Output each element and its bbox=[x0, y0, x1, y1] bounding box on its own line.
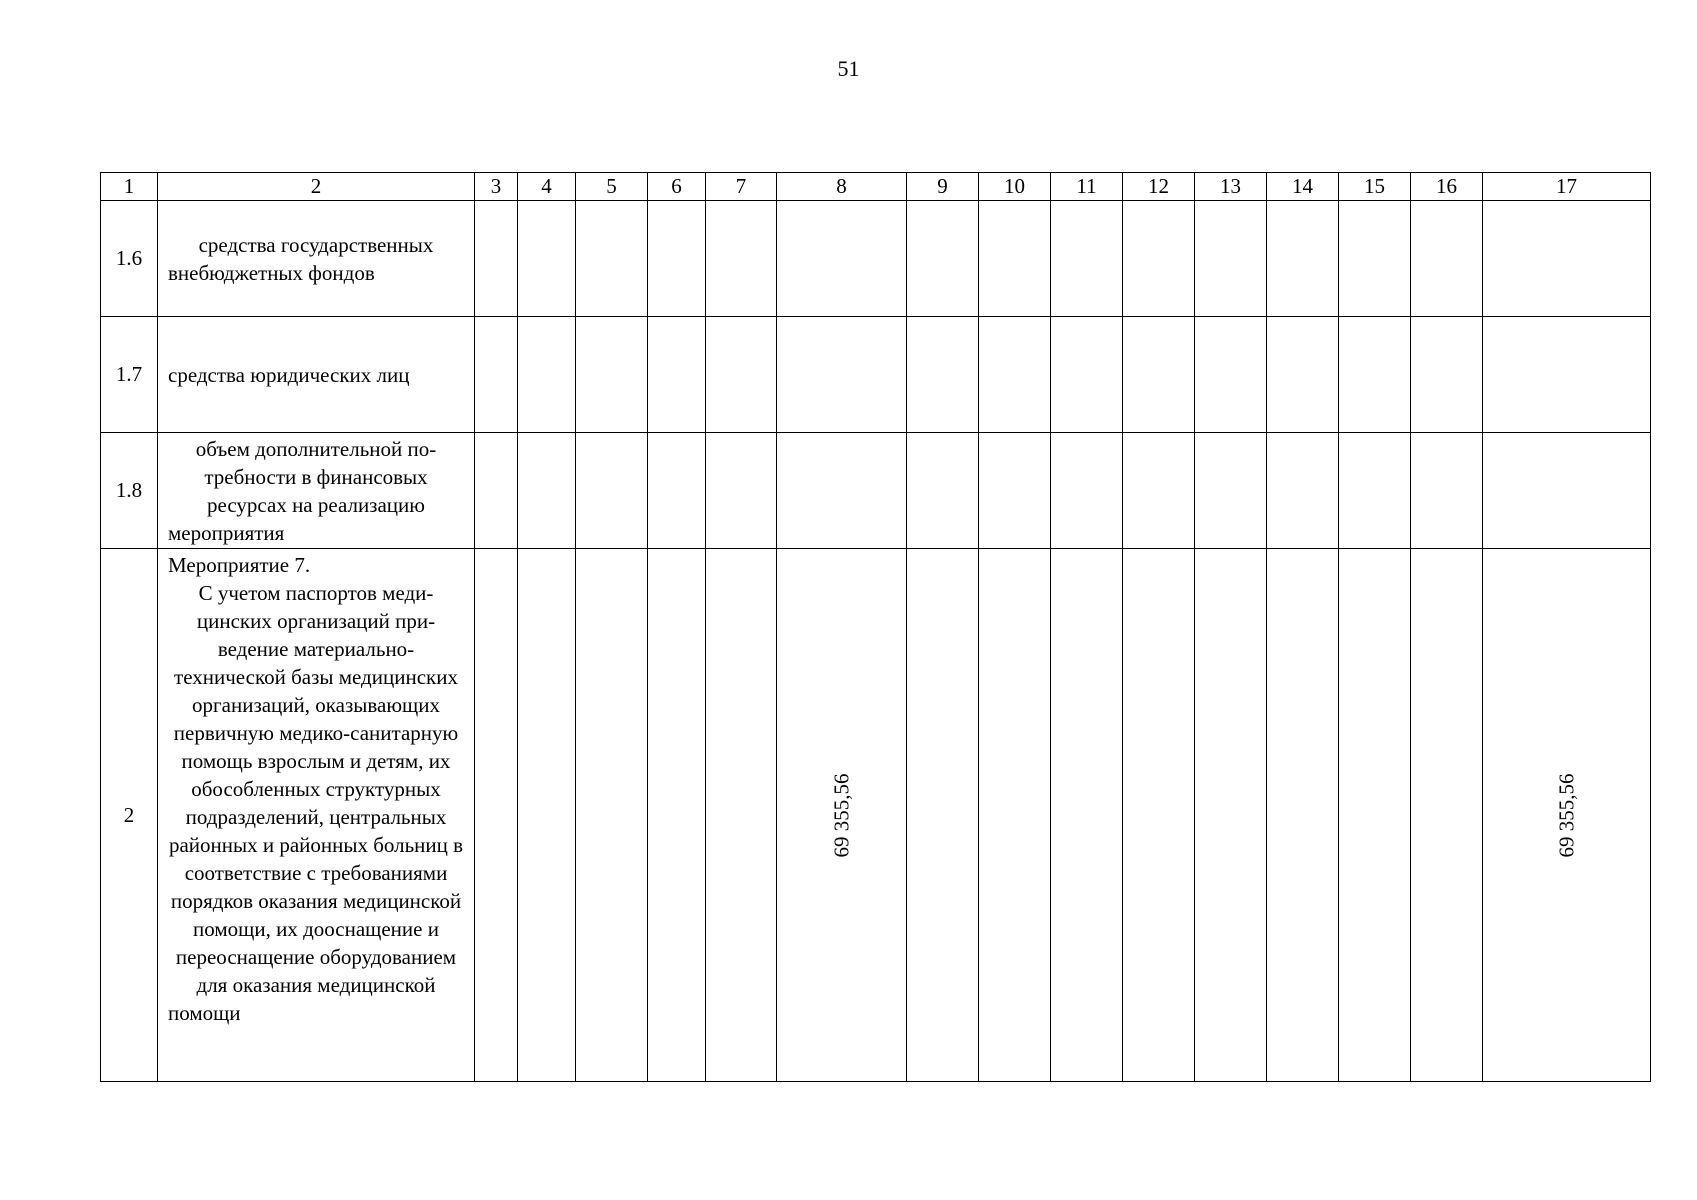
table-row bbox=[101, 201, 1651, 317]
col17-amount: 69 355,56 bbox=[1554, 773, 1578, 857]
col17-value bbox=[1483, 549, 1651, 1082]
row-name: средства юридических лиц bbox=[158, 317, 475, 433]
column-header: 16 bbox=[1411, 173, 1483, 201]
column-header: 14 bbox=[1267, 173, 1339, 201]
column-header: 5 bbox=[576, 173, 648, 201]
table-row bbox=[101, 317, 1651, 433]
table-row bbox=[101, 433, 1651, 549]
row-name: объем дополнительной потребности в финансовых ресурсах на реализацию мероприятия bbox=[158, 433, 475, 549]
column-header: 10 bbox=[979, 173, 1051, 201]
column-header: 12 bbox=[1123, 173, 1195, 201]
row-name-block bbox=[158, 549, 475, 1082]
row-number: 1.6 bbox=[101, 201, 158, 317]
row-number: 1.7 bbox=[101, 317, 158, 433]
column-header: 15 bbox=[1339, 173, 1411, 201]
page-number: 51 bbox=[837, 56, 860, 81]
col8-value bbox=[777, 201, 907, 317]
column-header: 7 bbox=[706, 173, 777, 201]
column-header: 13 bbox=[1195, 173, 1267, 201]
column-header: 17 bbox=[1483, 173, 1651, 201]
col8-value bbox=[777, 549, 907, 1082]
column-header: 1 bbox=[101, 173, 158, 201]
col17-value bbox=[1483, 317, 1651, 433]
row-number: 2 bbox=[101, 549, 158, 1082]
column-header: 6 bbox=[648, 173, 706, 201]
column-header: 8 bbox=[777, 173, 907, 201]
column-header: 9 bbox=[907, 173, 979, 201]
column-number-row bbox=[101, 173, 1651, 201]
measure-description: С учетом паспортов медицинских организаций приведение материально-технической базы медицинских организаций, оказывающих первичную медико-санитарную помощь взрослым и детям, их обособленных структурных подразделений, центральных районных и районных больниц в соответствие с требованиями порядков оказания медицинской помощи, их дооснащение и переоснащение оборудованием для оказания медицинской помощи bbox=[168, 581, 464, 1025]
col8-amount: 69 355,56 bbox=[829, 773, 853, 857]
table-row bbox=[101, 549, 1651, 1082]
col8-value bbox=[777, 433, 907, 549]
budget-table bbox=[100, 172, 1651, 1082]
row-name: средства государственных внебюджетных фондов bbox=[158, 201, 475, 317]
column-header: 4 bbox=[518, 173, 576, 201]
col17-value bbox=[1483, 433, 1651, 549]
column-header: 3 bbox=[475, 173, 518, 201]
column-header: 2 bbox=[158, 173, 475, 201]
col17-value bbox=[1483, 201, 1651, 317]
row-number: 1.8 bbox=[101, 433, 158, 549]
measure-title: Мероприятие 7. bbox=[168, 553, 311, 577]
col8-value bbox=[777, 317, 907, 433]
column-header: 11 bbox=[1051, 173, 1123, 201]
